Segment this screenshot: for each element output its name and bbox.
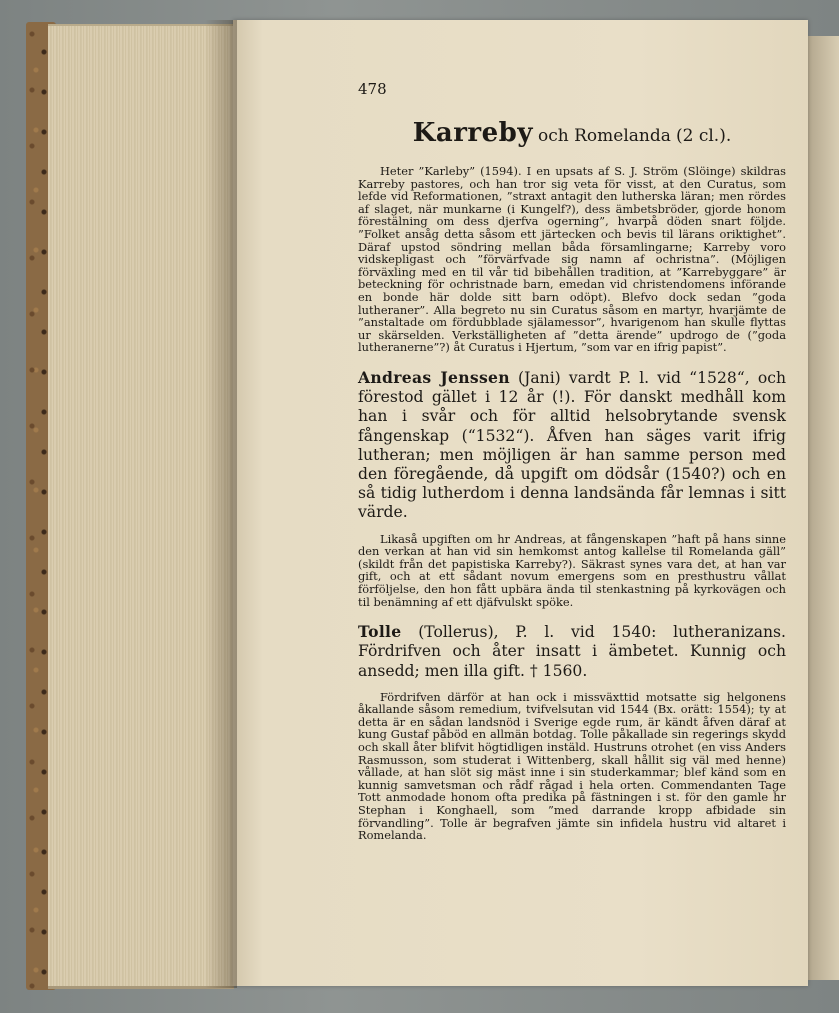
entry-tolle [358, 622, 786, 681]
page-content [358, 80, 786, 842]
title-main: Karreby [412, 118, 533, 148]
entry-tolle-text: (Tollerus), P. l. vid 1540: lutheranizans. Fördrifven och åter insatt i ämbetet. Kunnig och ansedd; men illa gift. † 1560. [358, 623, 786, 680]
page-number: 478 [358, 80, 387, 98]
title-rest: och Romelanda [538, 126, 671, 146]
page-title [358, 118, 786, 151]
intro-paragraph: Heter ”Karleby” (1594). I en upsats af S. J. Ström (Slöinge) skildras Karreby pastores, och han tror sig veta för visst, at den Curatus, som lefde vid Reformationen, ”straxt antagit den lutherska läran; men rördes af slaget, när munkarne (i Kungelf?), dess ämbetsbröder, gjorde honom förestälning om dess djerfva ogerning”, hvarpå döden snart följde. ”Folket ansåg detta såsom ett järtecken och bevis til lärans oriktighet”. Däraf upstod söndring mellan båda församlingarne; Karreby voro vidskepligast och ”förvärfvade sig namn af ochristna”. (Möjligen förväxling med en til vår tid bibehållen tradition, at ”Karrebyggare” är beteckning för ochristnade barn, emedan vid christendomens införande en bonde här dolde sitt barn odöpt). Blefvo dock sedan ”goda lutheraner”. Alla begreto nu sin Curatus såsom en martyr, hvarjämte de ”anstaltade om fördubblade själamessor”, hvarigenom han skulle flyttas ur skärselden. Verkställigheten af ”detta ärende” updrogo de (”goda lutheranerne”?) åt Curatus i Hjertum, ”som var en ifrig papist”. [358, 164, 786, 355]
entry-andreas [358, 368, 786, 523]
tolle-note: Fördrifven därför at han ock i missväxttid motsatte sig helgonens åkallande såsom remedium, tvifvelsutan vid 1544 (Bx. orätt: 1554); ty at detta är en sådan landsnöd i Sverige egde rum, är kändt åfven däraf at kung Gustaf påböd en allmän botdag. Tolle påkallade sin regerings skydd och skall åter blifvit högtidligen instäld. Hustruns otrohet (en viss Anders Rasmusson, som studerat i Wittenberg, skall hållit sig väl med henne) vållade, at han slöt sig mäst inne i sin studerkammar; blef känd som en kunnig samvetsman och rådf rågad i hela orten. Commendanten Tage Tott anmodade honom ofta predika på fästningen i st. för den gamle hr Stephan i Konghaell, som ”med darrande kropp afbidade sin förvandling”. Tolle är begrafven jämte sin infidela hustru vid altaret i Romelanda. [358, 689, 786, 843]
title-class: (2 cl.). [675, 126, 732, 146]
entry-andreas-text: (Jani) vardt P. l. vid “1528“, och förestod gället i 12 år (!). För danskt medhåll kom han i svår och för alltid helsobrytande svensk fångenskap (“1532“). Åfven han säges varit ifrig lutheran; men möjligen är han samme person med den föregående, då upgift om dödsår (1540?) och en så tidig lutherdom i denna landsända får lemnas i sitt värde. [358, 368, 787, 522]
andreas-note: Likaså upgiften om hr Andreas, at fångenskapen ”haft på hans sinne den verkan at han vid sin hemkomst antog kallelse til Romelanda gäll” (skildt från det papistiska Karreby?). Säkrast synes vara det, at han var gift, och at ett sådant novum emergens som en presthustru vållat förföljelse, den hon fått upbära ända til stenkastning på kyrkovägen och til benämning af ett djäfvulskt spöke. [358, 531, 786, 609]
entry-tolle-name: Tolle [358, 622, 402, 642]
entry-andreas-name: Andreas Jenssen [358, 367, 510, 387]
next-page-edge [808, 36, 839, 980]
gutter-shadow [205, 20, 237, 988]
